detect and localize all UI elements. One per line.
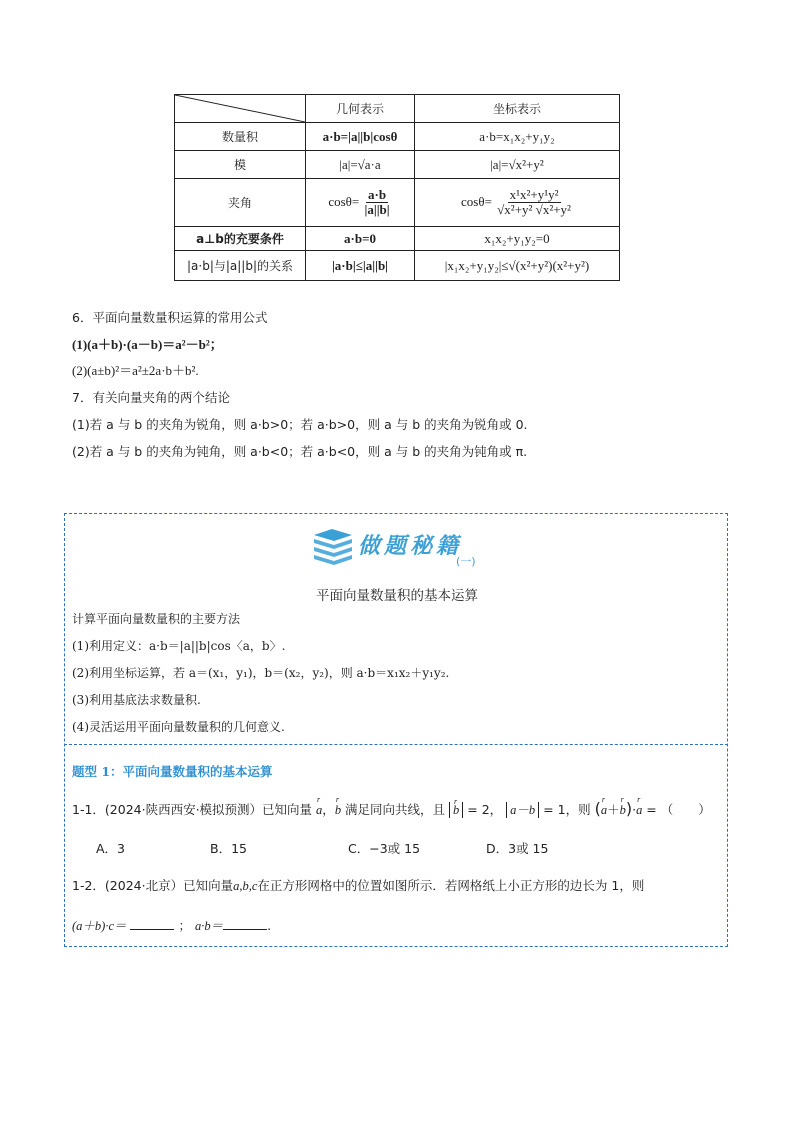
row-label: a⊥b的充要条件 <box>175 227 306 251</box>
banner-subtitle: (一) <box>456 555 476 568</box>
cell-coord <box>415 179 620 227</box>
question-1-2: 1-2．(2024·北京）已知向量a,b,c在正方形网格中的位置如图所示．若网格纸上小正方形的边长为 1，则 <box>72 878 645 893</box>
diagonal-line-icon <box>175 95 305 122</box>
table-diagonal-corner <box>175 95 306 123</box>
method-intro: 计算平面向量数量积的主要方法 <box>72 612 241 626</box>
vectors-abc: a,b,c <box>233 879 258 893</box>
table-row <box>175 227 620 251</box>
fraction <box>362 188 391 218</box>
cos-prefix: cosθ= <box>328 193 360 209</box>
row-label: 模 <box>175 151 306 179</box>
fraction <box>495 188 573 218</box>
cell-geo: |a·b|≤|a||b| <box>306 251 415 281</box>
method-item: (3)利用基底法求数量积. <box>72 693 201 707</box>
table-row <box>175 123 620 151</box>
denominator: |a||b| <box>364 202 390 217</box>
numerator: x¹x²+y¹y² <box>509 186 559 202</box>
table-row <box>175 251 620 281</box>
method-item: (1)利用定义：a·b＝|a||b|cos〈a，b〉. <box>72 639 286 653</box>
denominator: √x²+y² √x²+y² <box>497 202 571 217</box>
abs-b: r b <box>449 802 463 818</box>
table-row <box>175 179 620 227</box>
question-type-title: 题型 1：平面向量数量积的基本运算 <box>72 764 273 779</box>
cell-geo: |a|=√a·a <box>306 151 415 179</box>
cell-coord: a·b=x₁x₂+y₁y₂ <box>415 123 620 151</box>
table-row <box>175 151 620 179</box>
numerator: a·b <box>368 186 387 202</box>
abs-a-minus-b: a－b <box>506 802 539 818</box>
method-item: (4)灵活运用平面向量数量积的几何意义. <box>72 720 285 734</box>
q1-prefix: 1-1．(2024·陕西西安·模拟预测）已知向量 <box>72 802 313 817</box>
option-b[interactable]: B．15 <box>210 841 247 856</box>
question-1-1: 1-1．(2024·陕西西安·模拟预测）已知向量 r a，r b 满足同向共线，且 r b = 2， a－b = 1，则 (r a＋r b)·r a = （ ） <box>72 799 711 818</box>
banner-title: 做题秘籍 <box>358 533 463 559</box>
formula-1: (1)(a＋b)·(a－b)＝a²－b²； <box>72 337 223 352</box>
conclusion-1: (1)若 a 与 b 的夹角为锐角，则 a·b>0；若 a·b>0，则 a 与 b 的夹角为锐角或 0. <box>72 417 528 432</box>
vector-b: r b <box>335 803 341 818</box>
cell-geo: a·b=|a||b|cosθ <box>306 123 415 151</box>
cos-prefix: cosθ= <box>461 193 492 209</box>
cell-coord: |a|=√x²+y² <box>415 151 620 179</box>
conclusion-2: (2)若 a 与 b 的夹角为钝角，则 a·b<0；若 a·b<0，则 a 与 b 的夹角为钝角或 π. <box>72 444 528 459</box>
box-divider <box>64 744 728 745</box>
comparison-table <box>174 94 620 281</box>
cell-coord: |x₁x₂+y₁y₂|≤√(x²+y²)(x²+y²) <box>415 251 620 281</box>
section-7-title: 7．有关向量夹角的两个结论 <box>72 390 230 405</box>
row-label: 数量积 <box>175 123 306 151</box>
section-6-title: 6．平面向量数量积运算的常用公式 <box>72 310 268 325</box>
section-title: 平面向量数量积的基本运算 <box>316 588 478 604</box>
cell-geo <box>306 179 415 227</box>
row-label: |a·b|与|a||b|的关系 <box>175 251 306 281</box>
vector-a: r a <box>316 803 322 818</box>
header-coordinate: 坐标表示 <box>415 95 620 123</box>
row-label: 夹角 <box>175 179 306 227</box>
question-1-2-blanks: (a＋b)·c＝ ； a·b＝ . <box>72 918 272 933</box>
formula-2: (2)(a±b)²＝a²±2a·b＋b². <box>72 363 199 378</box>
option-c[interactable]: C．−3或 15 <box>348 841 421 856</box>
cell-geo: a·b=0 <box>306 227 415 251</box>
method-item: (2)利用坐标运算，若 a＝(x₁，y₁)，b＝(x₂，y₂)，则 a·b＝x₁x₂＋y₁y₂. <box>72 666 450 680</box>
answer-blank-2[interactable] <box>223 917 267 930</box>
option-d[interactable]: D．3或 15 <box>486 841 549 856</box>
option-a[interactable]: A．3 <box>96 841 126 856</box>
answer-blank-1[interactable] <box>130 917 174 930</box>
header-geometric: 几何表示 <box>306 95 415 123</box>
cell-coord: x₁x₂+y₁y₂=0 <box>415 227 620 251</box>
